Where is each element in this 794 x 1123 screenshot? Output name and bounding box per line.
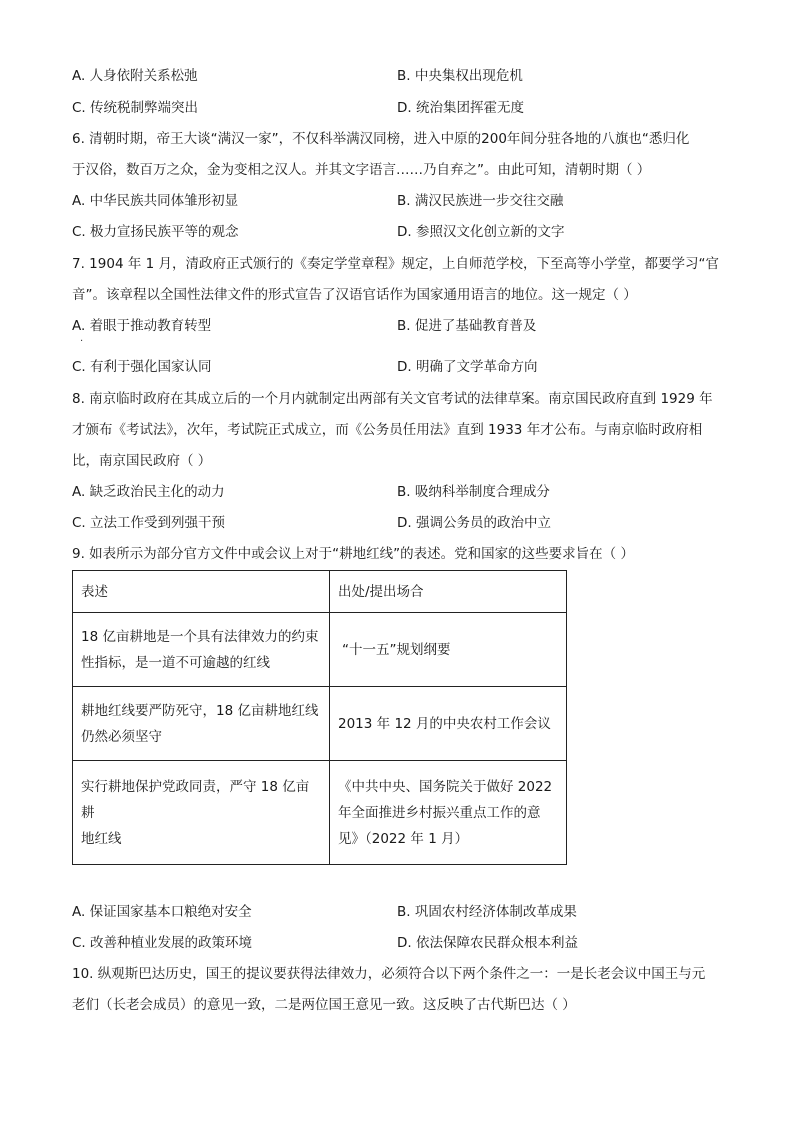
q6-option-d[interactable]: D. 参照汉文化创立新的文字 [397, 224, 565, 240]
q5-option-b[interactable]: B. 中央集权出现危机 [397, 68, 523, 84]
q6-option-a[interactable]: A. 中华民族共同体雏形初显 [72, 193, 239, 209]
cell-text-line: 耕地红线要严防死守，18 亿亩耕地红线 [81, 702, 319, 719]
q8-option-c[interactable]: C. 立法工作受到列强干预 [72, 515, 226, 531]
q8-option-d[interactable]: D. 强调公务员的政治中立 [397, 515, 551, 531]
q8-stem-line3: 比，南京国民政府（ ） [72, 453, 212, 469]
q9-option-a[interactable]: A. 保证国家基本口粮绝对安全 [72, 904, 252, 920]
cell-text-line: 仍然必须坚守 [81, 728, 162, 745]
cell-text-line: 性指标，是一道不可逾越的红线 [81, 654, 270, 671]
q8-option-a[interactable]: A. 缺乏政治民主化的动力 [72, 484, 225, 500]
cell-text-line: 《中共中央、国务院关于做好 2022 [338, 778, 553, 795]
cell-text-line: 见》（2022 年 1 月） [338, 830, 469, 847]
q9-option-d[interactable]: D. 依法保障农民群众根本利益 [397, 935, 578, 951]
table-cell-source [330, 687, 567, 761]
q9-option-b[interactable]: B. 巩固农村经济体制改革成果 [397, 904, 577, 920]
q6-stem-line2: 于汉俗，数百万之众，金为变相之汉人。并其文字语言……乃自弃之”。由此可知，清朝时期（ ） [72, 162, 651, 178]
q10-stem-line2: 老们（长老会成员）的意见一致，二是两位国王意见一致。这反映了古代斯巴达（ ） [72, 997, 576, 1013]
table-header-row [73, 571, 567, 613]
table-cell-description [73, 613, 330, 687]
q9-stem: 9. 如表所示为部分官方文件中或会议上对于“耕地红线”的表述。党和国家的这些要求旨在（ ） [72, 546, 634, 562]
q6-option-c[interactable]: C. 极力宣扬民族平等的观念 [72, 224, 239, 240]
table-cell-source [330, 613, 567, 687]
q7-option-b[interactable]: B. 促进了基础教育普及 [397, 318, 537, 334]
cell-text-line: 年全面推进乡村振兴重点工作的意 [338, 804, 541, 821]
cell-text-line: “十一五”规划纲要 [342, 641, 451, 658]
cell-text-line: 地红线 [81, 830, 122, 847]
q5-option-a[interactable]: A. 人身依附关系松弛 [72, 68, 198, 84]
table-cell-description [73, 687, 330, 761]
q5-option-d[interactable]: D. 统治集团挥霍无度 [397, 100, 524, 116]
q8-stem-line2: 才颁布《考试法》，次年，考试院正式成立，而《公务员任用法》直到 1933 年才公布。与南京临时政府相 [72, 422, 703, 438]
table-row [73, 761, 567, 865]
table-header-cell: 出处/提出场合 [330, 571, 567, 613]
q9-option-c[interactable]: C. 改善种植业发展的政策环境 [72, 935, 253, 951]
table-cell-source [330, 761, 567, 865]
q7-stem-line1: 7. 1904 年 1 月，清政府正式颁行的《奏定学堂章程》规定，上自师范学校，下至高等小学堂，都要学习“官 [72, 256, 719, 272]
q8-option-b[interactable]: B. 吸纳科举制度合理成分 [397, 484, 550, 500]
cell-text-line: 2013 年 12 月的中央农村工作会议 [338, 715, 551, 732]
q7-stem-line2: 音”。该章程以全国性法律文件的形式宣告了汉语官话作为国家通用语言的地位。这一规定（ ） [72, 287, 637, 303]
table-cell-description [73, 761, 330, 865]
table-header-cell: 表述 [73, 571, 330, 613]
q10-stem-line1: 10. 纵观斯巴达历史，国王的提议要获得法律效力，必须符合以下两个条件之一：一是长老会议中国王与元 [72, 966, 706, 982]
cell-text-line: 18 亿亩耕地是一个具有法律效力的约束 [81, 628, 319, 645]
cell-text-line: 实行耕地保护党政同责，严守 18 亿亩耕 [81, 778, 310, 821]
table-row [73, 687, 567, 761]
q7-option-c[interactable]: C. 有利于强化国家认同 [72, 359, 212, 375]
stray-dot-mark: · [80, 336, 84, 347]
q9-table [72, 570, 567, 865]
q6-option-b[interactable]: B. 满汉民族进一步交往交融 [397, 193, 564, 209]
q7-option-a[interactable]: A. 着眼于推动教育转型 [72, 318, 212, 334]
q6-stem-line1: 6. 清朝时期，帝王大谈“满汉一家”，不仅科举满汉同榜，进入中原的200年间分驻各地的八旗也“悉归化 [72, 131, 690, 147]
q8-stem-line1: 8. 南京临时政府在其成立后的一个月内就制定出两部有关文官考试的法律草案。南京国民政府直到 1929 年 [72, 391, 713, 407]
table-row [73, 613, 567, 687]
q7-option-d[interactable]: D. 明确了文学革命方向 [397, 359, 538, 375]
q5-option-c[interactable]: C. 传统税制弊端突出 [72, 100, 199, 116]
